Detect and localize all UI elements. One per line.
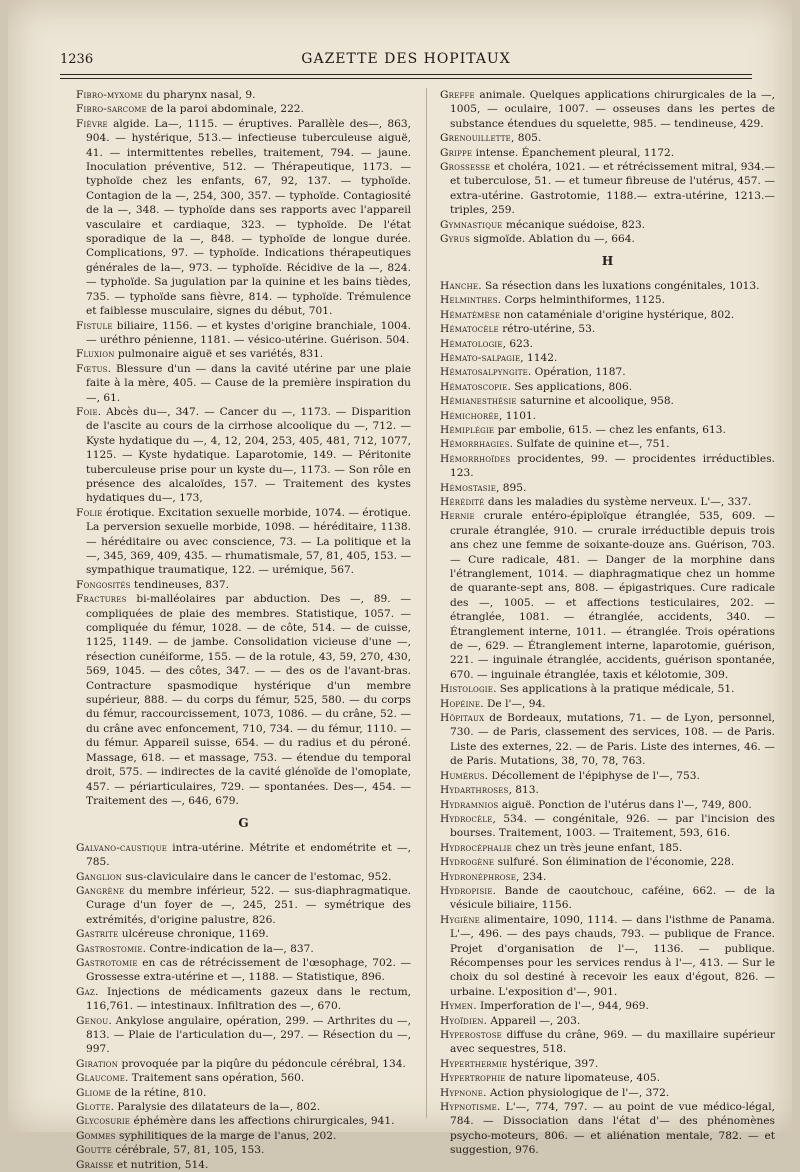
entry-text: du membre inférieur, 522. — sus-diaphragmatique. Curage d'un foyer de —, 245, 251. — symétrique des extrémités, d'origine palustre, 826.	[86, 884, 411, 926]
index-entry	[440, 913, 775, 999]
index-entry	[440, 423, 775, 437]
entry-keyword: Hématocèle	[440, 323, 499, 336]
entry-text: tendineuses, 837.	[130, 578, 229, 591]
entry-text: alimentaire, 1090, 1114. — dans l'isthme de Panama. L'—, 496. — des pays chauds, 793. — publique de France. Projet d'organisation de l'—, 1136. — publique. Récompenses pour les services rendus à l'—, 413. — Sur le choix du sol destiné à recevoir les eaux d'égout, 826. — urbaine. L'exposition d'—, 901.	[450, 913, 775, 998]
entry-text: de Bordeaux, mutations, 71. — de Lyon, personnel, 730. — de Paris, classement des services, 108. — de Paris. Liste des externes, 22. — de Paris. Liste des internes, 46. — de Paris. Mutations, 38, 70, 78, 763.	[450, 712, 775, 768]
index-entry	[440, 322, 775, 336]
index-entry	[76, 884, 411, 927]
entry-text: et choléra, 1021. — et rétrécissement mitral, 934.— et tuberculose, 51. — et tumeur fibreuse de l'utérus, 457. — extra-utérine. Gastrotomie, 1188.— extra-utérine, 1213.— triples, 259.	[450, 161, 775, 217]
index-entry	[76, 1071, 411, 1085]
index-entry	[76, 319, 411, 348]
index-entry	[440, 884, 775, 913]
index-entry	[440, 1100, 775, 1158]
entry-keyword: Hématémèse	[440, 308, 501, 321]
entry-text: aiguë. Ponction de l'utérus dans l'—, 749, 800.	[498, 798, 752, 811]
entry-keyword: Ganglion	[76, 870, 123, 883]
entry-keyword: Hydrocèle	[440, 812, 493, 825]
entry-keyword: Hypertrophie	[440, 1072, 506, 1085]
entry-keyword: Hypnotisme	[440, 1101, 497, 1114]
index-entry	[76, 1057, 411, 1071]
index-entry	[76, 1143, 411, 1157]
index-entry	[440, 218, 775, 232]
entry-keyword: Hémostasie	[440, 481, 497, 494]
index-entry	[440, 394, 775, 408]
entry-keyword: Folie	[76, 506, 103, 519]
entry-keyword: Fibro-sarcome	[76, 103, 147, 116]
entry-text: dans les maladies du système nerveux. L'—, 337.	[484, 495, 752, 508]
entry-text: et nutrition, 514.	[113, 1158, 209, 1171]
entry-keyword: Fistule	[76, 319, 113, 332]
index-entry	[440, 351, 775, 365]
right-column	[440, 88, 775, 1158]
entry-keyword: Gastrostomie	[76, 942, 143, 955]
index-entry	[76, 1114, 411, 1128]
index-entry	[76, 592, 411, 808]
index-entry	[440, 495, 775, 509]
index-entry	[440, 409, 775, 423]
index-entry	[76, 362, 411, 405]
entry-keyword: Hyoïdien	[440, 1014, 484, 1027]
entry-text: . Blessure d'un — dans la cavité utérine par une plaie faite à la mère, 405. — Cause de la première inspiration du —, 61.	[86, 362, 411, 404]
index-entry	[440, 452, 775, 481]
entry-text: , 805.	[510, 132, 542, 145]
entry-text: sus-claviculaire dans le cancer de l'estomac, 952.	[122, 870, 392, 883]
index-entry	[440, 437, 775, 451]
entry-keyword: Fractures	[76, 593, 127, 606]
entry-keyword: Glycosurie	[76, 1115, 131, 1128]
entry-text: . Appareil —, 203.	[483, 1014, 581, 1027]
entry-text: érotique. Excitation sexuelle morbide, 1074. — érotique. La perversion sexuelle morbide, 1098. — héréditaire, 1138. — héréditaire ou avec conscience, 73. — La politique et la —, 345, 369, 409, 435. — rhumatismale, 57, 81, 405, 153. — sympathique traumatique, 122. — urémique, 567.	[86, 506, 411, 577]
entry-text: cérébrale, 57, 81, 105, 153.	[111, 1144, 265, 1157]
entry-text: , 534. — congénitale, 926. — par l'incision des bourses. Traitement, 1003. — Traitement, 593, 616.	[450, 812, 775, 840]
index-entry	[76, 347, 411, 361]
index-entries-g-cont	[440, 88, 775, 246]
index-entry	[440, 711, 775, 769]
entry-keyword: Hématoscopie	[440, 380, 508, 393]
page-number: 1236	[60, 52, 94, 67]
index-entry	[440, 855, 775, 869]
entry-keyword: Hydropisie	[440, 884, 493, 897]
entry-keyword: Hydarthroses	[440, 784, 509, 797]
entry-keyword: Hémorrhoïdes	[440, 452, 511, 465]
entry-text: . Décollement de l'épiphyse de l'—, 753.	[484, 769, 700, 782]
entry-keyword: Gaz	[76, 985, 95, 998]
entry-text: , 234.	[516, 870, 547, 883]
entry-keyword: Foie	[76, 405, 98, 418]
entry-text: . Sulfate de quinine et—, 751.	[509, 438, 670, 451]
entry-text: . Contre-indication de la—, 837.	[142, 942, 314, 955]
entry-keyword: Gliome	[76, 1086, 112, 1099]
index-entry	[440, 697, 775, 711]
index-entry	[440, 1086, 775, 1100]
entry-keyword: Hanche	[440, 279, 479, 292]
index-entry	[76, 88, 411, 102]
entry-keyword: Hypnone	[440, 1086, 484, 1099]
index-entry	[440, 88, 775, 131]
entry-keyword: Gastrotomie	[76, 956, 138, 969]
index-entry	[440, 682, 775, 696]
index-entry	[440, 365, 775, 379]
index-entries-f	[76, 88, 411, 808]
index-entry	[76, 956, 411, 985]
entry-keyword: Hernie	[440, 510, 475, 523]
index-entry	[76, 117, 411, 319]
entry-text: syphilitiques de la marge de l'anus, 202.	[115, 1129, 337, 1142]
entry-text: chez un très jeune enfant, 185.	[511, 841, 683, 854]
entry-keyword: Hématologie	[440, 337, 503, 350]
entry-keyword: Hôpitaux	[440, 712, 485, 725]
entry-keyword: Grenouillette	[440, 132, 511, 145]
index-entry	[76, 102, 411, 116]
entry-keyword: Hémianesthésie	[440, 395, 517, 408]
entry-text: . Injections de médicaments gazeux dans le rectum, 116,761. — intestinaux. Infiltration des —, 670.	[86, 985, 411, 1013]
index-entry	[76, 841, 411, 870]
entry-keyword: Hopéine	[440, 697, 481, 710]
index-entry	[440, 783, 775, 797]
entry-text: , 813.	[508, 784, 539, 797]
entry-text: procidentes, 99. — procidentes irréductibles. 123.	[450, 452, 775, 480]
index-entry	[440, 1028, 775, 1057]
entry-text: algide. La—, 1115. — éruptives. Parallèle des—, 863, 904. — hystérique, 513.— infectieuse tuberculeuse aiguë, 41. — intermittentes rebelles, traitement, 794. — jaune. Inoculation préventive, 512. — Thérapeutique, 1173. — typhoïde chez les enfants, 67, 92, 137. — typhoïde. Contagion de la —, 254, 300, 357. — typhoïde. Contagiosité de la —, 348. — typhoïde dans ses rapports avec l'appareil vasculaire et cardiaque, 323. — typhoïde. De l'état sporadique de la —, 848. — typhoïde de longue durée. Complications, 97. — typhoïde. Indications thérapeutiques générales de la—, 973. — typhoïde. Récidive de la —, 824. — typhoïde. Sa jugulation par la quinine et les bains tièdes, 735. — typhoïde sans fièvre, 814. — typhoïde. Trémulence et faiblesse musculaire, signes du début, 701.	[86, 117, 411, 318]
entry-text: . Paralysie des dilatateurs de la—, 802.	[110, 1101, 321, 1114]
entry-text: non cataméniale d'origine hystérique, 802.	[500, 308, 735, 321]
entry-keyword: Fœtus	[76, 362, 108, 375]
index-entry	[440, 481, 775, 495]
page-header	[60, 48, 752, 75]
entry-text: hystérique, 397.	[507, 1057, 599, 1070]
entry-text: intra-utérine. Métrite et endométrite et —, 785.	[86, 841, 411, 869]
section-letter-h: H	[601, 254, 614, 269]
index-entry	[440, 870, 775, 884]
entry-text: . Imperforation de l'—, 944, 969.	[473, 1000, 649, 1013]
index-entry	[440, 509, 775, 682]
entry-keyword: Hérédité	[440, 495, 485, 508]
entry-keyword: Hygiène	[440, 913, 480, 926]
index-entry	[76, 1086, 411, 1100]
index-entry	[76, 1129, 411, 1143]
entry-keyword: Hémiplégie	[440, 423, 495, 436]
index-entry	[440, 232, 775, 246]
journal-title: GAZETTE DES HOPITAUX	[301, 51, 511, 67]
entry-text: , 895.	[496, 481, 527, 494]
entry-text: . Abcès du—, 347. — Cancer du —, 1173. — Disparition de l'ascite au cours de la cirrhose alcoolique du —, 712. — Kyste hydatique du —, 4, 12, 204, 253, 405, 481, 712, 1077, 1125. — Kyste hydatique. Laparotomie, 149. — Péritonite tuberculeuse prise pour un kyste du—, 1173. — Son rôle en présence des alcaloïdes, 157. — Traitement des kystes hydatiques du—, 173,	[86, 405, 411, 505]
entry-keyword: Gymnastique	[440, 218, 503, 231]
entry-keyword: Galvano-caustique	[76, 841, 168, 854]
index-entry	[440, 812, 775, 841]
entry-keyword: Glotte	[76, 1101, 111, 1114]
index-entry	[76, 942, 411, 956]
index-entry	[440, 1071, 775, 1085]
entry-keyword: Gastrite	[76, 928, 119, 941]
entry-text: saturnine et alcoolique, 958.	[516, 395, 674, 408]
entry-text: . Bande de caoutchouc, caféine, 662. — de la vésicule biliaire, 1156.	[450, 884, 775, 912]
index-entry	[76, 927, 411, 941]
index-entry	[440, 337, 775, 351]
index-entry	[76, 1158, 411, 1172]
entry-text: . Ses applications, 806.	[507, 380, 633, 393]
entry-keyword: Giration	[76, 1057, 119, 1070]
entry-keyword: Hématosalpyngite	[440, 366, 528, 379]
entry-text: intense. Épanchement pleural, 1172.	[472, 146, 675, 159]
entry-keyword: Histologie	[440, 683, 494, 696]
index-entry	[440, 1014, 775, 1028]
entry-text: animale. Quelques applications chirurgicales de la —, 1005, — oculaire, 1007. — osseuses dans les pertes de substance étendues du squelette, 985. — tendineuse, 429.	[450, 89, 775, 130]
entry-text: crurale entéro-épiploïque étranglée, 535, 609. — crurale étranglée, 910. — crurale irréductible depuis trois ans chez une femme de soixante-douze ans. Guérison, 703. — Cure radicale, 481. — Danger de la morphine dans l'étranglement, 1014. — diaphragmatique chez un homme de quarante-sept ans, 808. — épigastriques. Cure radicale des —, 1005. — et affections testiculaires, 202. — étranglée, 1081. — étranglée, accidents, 340. — Étranglement interne, 1011. — étranglée. Trois opérations de —, 629. — Étranglement interne, laparotomie, guérison, 221. — inguinale étranglée, accidents, guérison spontanée, 670. — inguinale étranglée, taxis et kélotomie, 309.	[450, 510, 775, 681]
index-entry	[76, 405, 411, 506]
index-entry	[440, 293, 775, 307]
index-entry	[76, 1014, 411, 1057]
index-entries-g	[76, 841, 411, 1172]
entry-text: . De l'—, 94.	[480, 697, 546, 710]
entry-text: sulfuré. Son élimination de l'économie, 228.	[494, 856, 735, 869]
entry-text: en cas de rétrécissement de l'œsophage, 702. — Grossesse extra-utérine et —, 1188. — Statistique, 896.	[86, 956, 411, 984]
entry-text: . Action physiologique de l'—, 372.	[483, 1086, 670, 1099]
entry-text: par embolie, 615. — chez les enfants, 613.	[494, 423, 726, 436]
index-entry	[440, 841, 775, 855]
entry-keyword: Hydrocéphalie	[440, 841, 512, 854]
entry-text: de nature lipomateuse, 405.	[505, 1072, 660, 1085]
entry-keyword: Hémichorée	[440, 409, 499, 422]
entry-keyword: Fluxion	[76, 348, 115, 361]
entry-text: . Ankylose angulaire, opération, 299. — Arthrites du —, 813. — Plaie de l'articulation du—, 297. — Résection du —, 997.	[86, 1014, 411, 1056]
entry-keyword: Hémato-salpagie	[440, 351, 521, 364]
column-divider	[426, 88, 427, 1118]
index-entry	[76, 1100, 411, 1114]
entry-text: , 623.	[502, 337, 533, 350]
entry-keyword: Hydrogène	[440, 856, 495, 869]
entry-keyword: Grossesse	[440, 161, 491, 174]
entry-text: ulcéreuse chronique, 1169.	[118, 928, 269, 941]
index-entry	[440, 160, 775, 218]
entry-text: , 1101.	[498, 409, 537, 422]
left-column	[76, 88, 411, 1172]
entry-text: éphémère dans les affections chirurgicales, 941.	[130, 1115, 395, 1128]
header-rule	[60, 78, 752, 79]
entry-keyword: Humérus	[440, 769, 485, 782]
section-letter-g: G	[238, 816, 249, 831]
entry-keyword: Glaucome	[76, 1072, 126, 1085]
entry-text: rétro-utérine, 53.	[498, 323, 596, 336]
index-entry	[440, 769, 775, 783]
entry-text: mécanique suédoise, 823.	[502, 218, 646, 231]
index-entry	[440, 798, 775, 812]
entry-text: de la rétine, 810.	[111, 1086, 207, 1099]
entry-text: de la paroi abdominale, 222.	[146, 103, 304, 116]
entry-keyword: Helminthes	[440, 294, 498, 307]
index-entry	[440, 131, 775, 145]
entry-keyword: Grippe	[440, 146, 473, 159]
entry-text: provoquée par la piqûre du pédoncule cérébral, 134.	[118, 1057, 406, 1070]
entry-text: pulmonaire aiguë et ses variétés, 831.	[114, 348, 324, 361]
entry-text: diffuse du crâne, 969. — du maxillaire supérieur avec sequestres, 518.	[450, 1029, 775, 1056]
index-entry	[440, 146, 775, 160]
entry-keyword: Gyrus	[440, 233, 471, 246]
entry-text: . Ses applications à la pratique médicale, 51.	[493, 683, 735, 696]
entry-keyword: Hydramnios	[440, 798, 499, 811]
entry-keyword: Genou	[76, 1014, 109, 1027]
index-entry	[76, 578, 411, 592]
entry-keyword: Hydronéphrose	[440, 870, 517, 883]
index-entry	[440, 308, 775, 322]
entry-text: . Corps helminthiformes, 1125.	[497, 294, 665, 307]
index-entry	[440, 1057, 775, 1071]
entry-keyword: Graisse	[76, 1158, 114, 1171]
entry-keyword: Hyperostose	[440, 1029, 502, 1041]
entry-keyword: Hymen	[440, 1000, 474, 1013]
entry-keyword: Gommes	[76, 1129, 116, 1142]
entry-keyword: Greffe	[440, 89, 475, 101]
entry-text: . Traitement sans opération, 560.	[125, 1072, 305, 1085]
entry-keyword: Goutte	[76, 1144, 112, 1157]
index-entry	[76, 985, 411, 1014]
entry-keyword: Gangrène	[76, 884, 125, 897]
entry-text: du pharynx nasal, 9.	[142, 89, 256, 101]
entry-text: , 1142.	[520, 351, 558, 364]
index-entry	[76, 506, 411, 578]
index-entry	[440, 999, 775, 1013]
page-sheet	[8, 0, 792, 1171]
entry-text: . Sa résection dans les luxations congénitales, 1013.	[478, 279, 760, 292]
entry-text: sigmoïde. Ablation du —, 664.	[470, 233, 635, 246]
index-entry	[440, 380, 775, 394]
entry-text: bi-malléolaires par abduction. Des —, 89. — compliquées de plaie des membres. Statistique, 1057. — compliquée du fémur, 1028. — de côte, 514. — de cuisse, 1125, 1149. — de jambe. Consolidation vicieuse d'une —, résection cunéiforme, 155. — de la rotule, 43, 59, 270, 430, 569, 1045. — des côtes, 347. — — des os de l'avant-bras. Contracture spasmodique hystérique d'un membre supérieur, 888. — du corps du fémur, 525, 580. — du corps du fémur, raccourcissement, 1073, 1086. — du crâne, 52. — du crâne avec enfoncement, 710, 734. — du fémur, 1110. — du fémur. Appareil suisse, 654. — du radius et du péroné. Massage, 618. — et massage, 753. — étendue du temporal droit, 575. — indirectes de la cavité glénoïde de l'omoplate, 457. — périarticulaires, 729. — spontanées. Des—, 454. — Traitement des —, 646, 679.	[86, 593, 411, 807]
entry-keyword: Fièvre	[76, 117, 108, 130]
entry-keyword: Hémorrhagies	[440, 438, 510, 451]
entry-keyword: Fibro-myxome	[76, 89, 143, 101]
index-entries-h	[440, 279, 775, 1158]
entry-text: . Opération, 1187.	[527, 366, 626, 379]
entry-text: . L'—, 774, 797. — au point de vue médico-légal, 784. — Dissociation dans l'état d'— des phénomènes psycho-moteurs, 806. — et aliénation mentale, 782. — et suggestion, 976.	[450, 1101, 775, 1157]
entry-keyword: Fongosités	[76, 578, 131, 591]
index-entry	[76, 870, 411, 884]
entry-text: biliaire, 1156. — et kystes d'origine branchiale, 1004. — uréthro pénienne, 1181. — vésico-utérine. Guérison. 504.	[86, 319, 411, 346]
entry-keyword: Hyperthermie	[440, 1057, 508, 1070]
index-entry	[440, 279, 775, 293]
